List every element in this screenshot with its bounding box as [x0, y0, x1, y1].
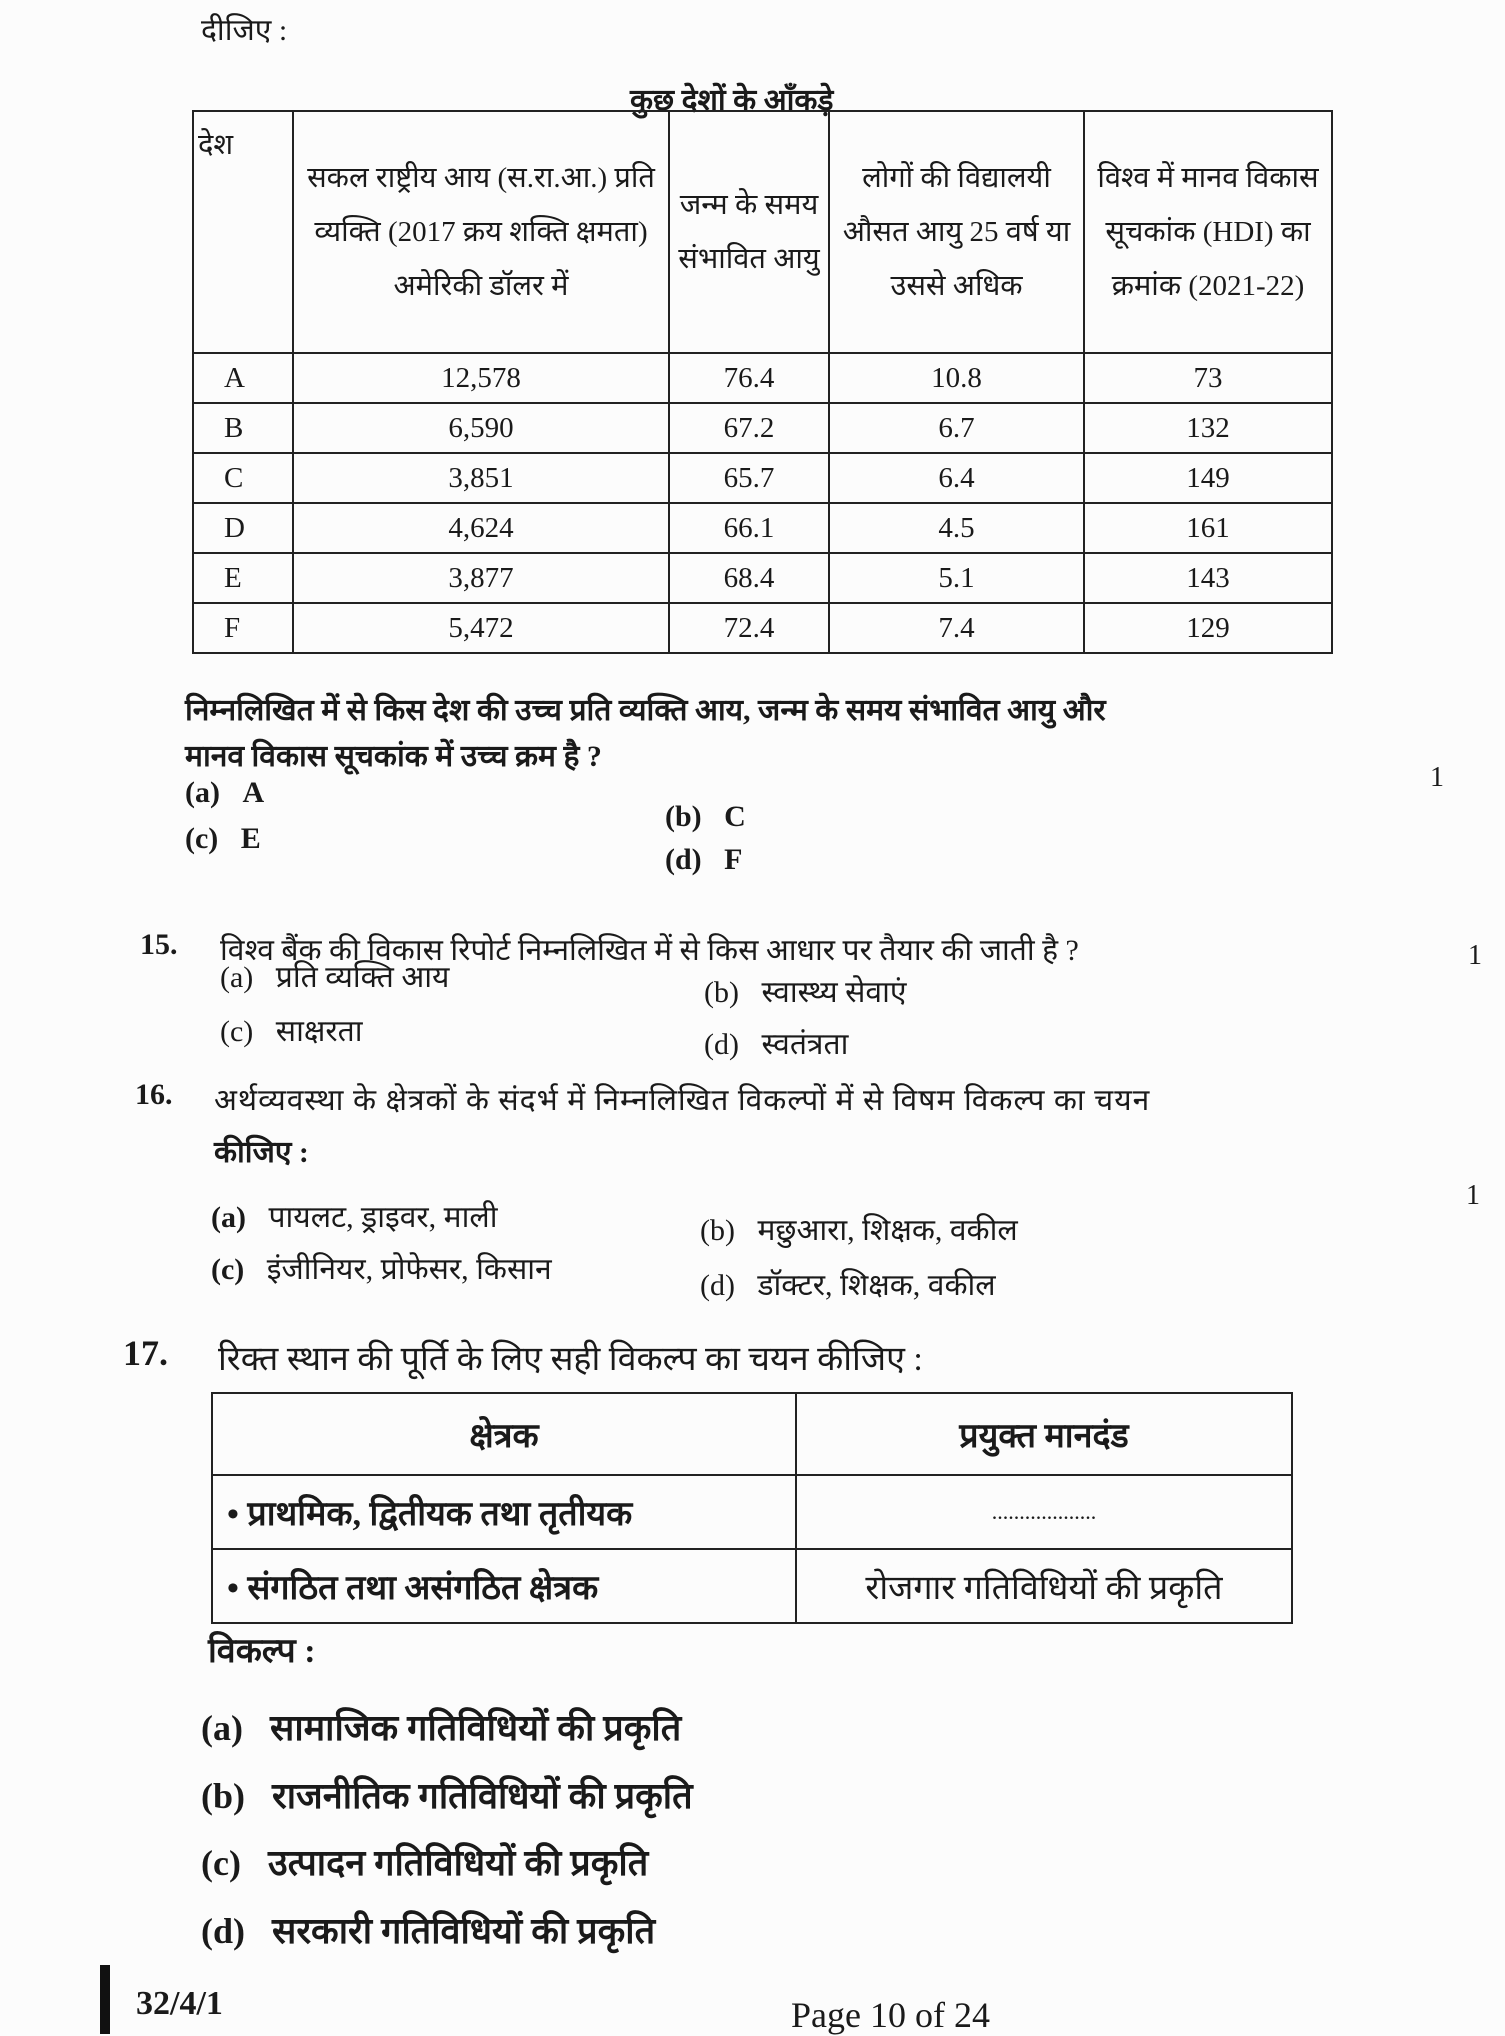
- q16-option-d[interactable]: [700, 1263, 996, 1304]
- q14-marks: 1: [1430, 762, 1444, 793]
- option-text: इंजीनियर, प्रोफेसर, किसान: [266, 1253, 552, 1286]
- option-text: साक्षरता: [275, 1015, 363, 1048]
- option-text: स्वास्थ्य सेवाएं: [761, 976, 907, 1009]
- option-text: सरकारी गतिविधियों की प्रकृति: [272, 1911, 656, 1951]
- cell-gni: 3,851: [293, 453, 669, 503]
- q16-marks: 1: [1466, 1180, 1480, 1211]
- sector-criteria-table: [211, 1392, 1293, 1624]
- q14-option-a[interactable]: [185, 776, 264, 810]
- cell-school: 4.5: [829, 503, 1084, 553]
- cell-hdi: 132: [1084, 403, 1332, 453]
- option-label: (d): [704, 1028, 739, 1061]
- header-hdi-rank: विश्व में मानव विकास सूचकांक (HDI) का क्रमांक (2021-22): [1084, 111, 1332, 353]
- option-label: (d): [201, 1911, 245, 1951]
- q14-option-d[interactable]: [665, 843, 743, 877]
- cell-life: 72.4: [669, 603, 829, 653]
- option-label: (a): [220, 961, 254, 994]
- cell-hdi: 149: [1084, 453, 1332, 503]
- header-schooling: लोगों की विद्यालयी औसत आयु 25 वर्ष या उससे अधिक: [829, 111, 1084, 353]
- cell-life: 65.7: [669, 453, 829, 503]
- option-text: पायलट, ड्राइवर, माली: [268, 1201, 498, 1234]
- table-row: [212, 1549, 1292, 1623]
- q14-option-c[interactable]: [185, 822, 261, 856]
- cell-school: 6.4: [829, 453, 1084, 503]
- cell-hdi: 73: [1084, 353, 1332, 403]
- table-row: [212, 1475, 1292, 1549]
- option-label: (a): [185, 776, 220, 809]
- option-text: C: [724, 800, 746, 833]
- cell-life: 67.2: [669, 403, 829, 453]
- cell-country: F: [193, 603, 293, 653]
- table-row: [193, 353, 1332, 403]
- cell-school: 5.1: [829, 553, 1084, 603]
- table-row: [193, 453, 1332, 503]
- cell-gni: 4,624: [293, 503, 669, 553]
- q16-option-c[interactable]: [211, 1247, 552, 1288]
- cell-school: 10.8: [829, 353, 1084, 403]
- option-text: सामाजिक गतिविधियों की प्रकृति: [269, 1708, 682, 1748]
- q15-marks: 1: [1468, 940, 1482, 971]
- cell-life: 68.4: [669, 553, 829, 603]
- q16-text-line2: कीजिए :: [214, 1136, 309, 1169]
- q14-option-b[interactable]: [665, 800, 746, 834]
- cell-country: A: [193, 353, 293, 403]
- q17-number: 17.: [123, 1333, 168, 1373]
- option-label: (d): [700, 1269, 735, 1302]
- q14-text-line1: निम्नलिखित में से किस देश की उच्च प्रति व्यक्ति आय, जन्म के समय संभावित आयु और: [185, 694, 1106, 727]
- cell-gni: 12,578: [293, 353, 669, 403]
- cell-country: E: [193, 553, 293, 603]
- q17-option-c[interactable]: [201, 1837, 648, 1886]
- cell-life: 76.4: [669, 353, 829, 403]
- option-label: (a): [211, 1201, 246, 1234]
- q17-options-heading: विकल्प :: [208, 1633, 316, 1670]
- q15-option-c[interactable]: [220, 1009, 363, 1050]
- q14-text-line2: मानव विकास सूचकांक में उच्च क्रम है ?: [185, 740, 602, 773]
- cell-sector: • प्राथमिक, द्वितीयक तथा तृतीयक: [212, 1475, 796, 1549]
- q17-text: रिक्त स्थान की पूर्ति के लिए सही विकल्प का चयन कीजिए :: [218, 1341, 923, 1378]
- option-text: डॉक्टर, शिक्षक, वकील: [757, 1269, 996, 1302]
- q15-text: विश्व बैंक की विकास रिपोर्ट निम्नलिखित में से किस आधार पर तैयार की जाती है ?: [220, 934, 1079, 967]
- option-label: (b): [700, 1214, 735, 1247]
- q16-option-b[interactable]: [700, 1208, 1018, 1249]
- page-number: Page 10 of 24: [791, 1995, 990, 2035]
- q17-option-d[interactable]: [201, 1905, 655, 1954]
- cell-sector: • संगठित तथा असंगठित क्षेत्रक: [212, 1549, 796, 1623]
- option-label: (c): [220, 1015, 254, 1048]
- header-life-expectancy: जन्म के समय संभावित आयु: [669, 111, 829, 353]
- q15-option-b[interactable]: [704, 970, 906, 1011]
- cell-country: B: [193, 403, 293, 453]
- option-label: (b): [201, 1776, 245, 1816]
- header-criteria: प्रयुक्त मानदंड: [796, 1393, 1292, 1475]
- q16-text-line1: अर्थव्यवस्था के क्षेत्रकों के संदर्भ में निम्नलिखित विकल्पों में से विषम विकल्प का चयन: [214, 1084, 1151, 1117]
- cell-gni: 3,877: [293, 553, 669, 603]
- cell-hdi: 129: [1084, 603, 1332, 653]
- option-text: F: [724, 843, 743, 876]
- table-row: [193, 503, 1332, 553]
- q17-option-b[interactable]: [201, 1770, 693, 1819]
- option-label: (a): [201, 1708, 243, 1748]
- header-gni: सकल राष्ट्रीय आय (स.रा.आ.) प्रति व्यक्ति (2017 क्रय शक्ति क्षमता) अमेरिकी डॉलर में: [293, 111, 669, 353]
- cell-hdi: 143: [1084, 553, 1332, 603]
- cell-gni: 5,472: [293, 603, 669, 653]
- footer-bar: [100, 1965, 110, 2034]
- cell-life: 66.1: [669, 503, 829, 553]
- table-row: [193, 553, 1332, 603]
- table-header-row: [193, 111, 1332, 353]
- option-text: प्रति व्यक्ति आय: [275, 961, 450, 994]
- cell-country: D: [193, 503, 293, 553]
- q15-number: 15.: [140, 928, 178, 961]
- cell-school: 7.4: [829, 603, 1084, 653]
- cell-blank: ...................: [796, 1475, 1292, 1549]
- option-label: (c): [185, 822, 219, 855]
- paper-code: 32/4/1: [136, 1985, 223, 2022]
- q17-option-a[interactable]: [201, 1702, 681, 1751]
- cell-school: 6.7: [829, 403, 1084, 453]
- table-title: कुछ देशों के आँकड़े: [630, 84, 834, 117]
- option-label: (b): [704, 976, 739, 1009]
- q15-option-d[interactable]: [704, 1022, 848, 1063]
- option-text: स्वतंत्रता: [761, 1028, 849, 1061]
- table-header-row: [212, 1393, 1292, 1475]
- option-label: (b): [665, 800, 702, 833]
- cell-criteria: रोजगार गतिविधियों की प्रकृति: [796, 1549, 1292, 1623]
- option-text: राजनीतिक गतिविधियों की प्रकृति: [272, 1776, 693, 1816]
- header-country: देश: [193, 111, 293, 353]
- q16-number: 16.: [135, 1078, 173, 1111]
- table-row: [193, 603, 1332, 653]
- option-text: E: [240, 822, 261, 855]
- intro-tail-text: दीजिए :: [201, 14, 288, 47]
- option-text: A: [242, 776, 265, 809]
- option-label: (c): [211, 1253, 245, 1286]
- q16-option-a[interactable]: [211, 1195, 497, 1236]
- cell-country: C: [193, 453, 293, 503]
- header-sector: क्षेत्रक: [212, 1393, 796, 1475]
- cell-gni: 6,590: [293, 403, 669, 453]
- option-text: मछुआरा, शिक्षक, वकील: [757, 1214, 1018, 1247]
- table-row: [193, 403, 1332, 453]
- q15-option-a[interactable]: [220, 955, 449, 996]
- country-data-table: [192, 110, 1333, 654]
- option-text: उत्पादन गतिविधियों की प्रकृति: [267, 1843, 649, 1883]
- option-label: (c): [201, 1843, 241, 1883]
- cell-hdi: 161: [1084, 503, 1332, 553]
- option-label: (d): [665, 843, 702, 876]
